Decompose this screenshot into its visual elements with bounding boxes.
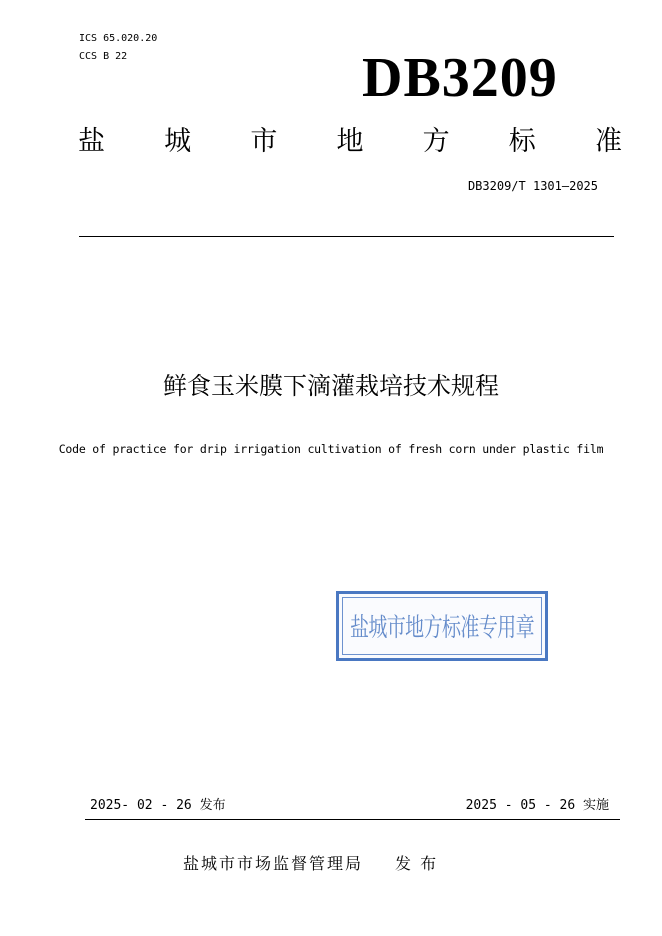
header-divider — [79, 236, 614, 237]
standard-type-char: 市 — [250, 126, 278, 157]
implementation-date: 2025 - 05 - 26 实施 — [465, 798, 609, 813]
issue-date: 2025- 02 - 26 发布 — [90, 798, 226, 813]
issue-label: 发 布 — [395, 854, 439, 873]
issuing-authority: 盐城市市场监督管理局 — [183, 854, 364, 873]
official-seal-stamp — [336, 591, 548, 661]
footer-divider — [85, 819, 620, 820]
ics-code: ICS 65.020.20 — [79, 33, 158, 44]
publisher — [183, 851, 438, 874]
document-number: DB3209/T 1301—2025 — [467, 179, 598, 193]
stamp-text: 盐城市地方标准专用章 — [349, 613, 534, 643]
ccs-code: CCS B 22 — [79, 51, 128, 62]
db-logo: DB3209 — [362, 47, 558, 109]
standard-type-char: 准 — [594, 126, 622, 157]
standard-type-char: 方 — [422, 126, 450, 157]
title-chinese: 鲜食玉米膜下滴灌栽培技术规程 — [163, 372, 499, 400]
standard-type-char: 地 — [336, 126, 364, 157]
standard-type — [78, 126, 622, 158]
title-english: Code of practice for drip irrigation cultivation of fresh corn under plastic film — [58, 442, 604, 456]
standard-type-char: 标 — [508, 126, 536, 157]
standard-type-char: 城 — [164, 126, 192, 157]
standard-type-char: 盐 — [78, 126, 105, 157]
